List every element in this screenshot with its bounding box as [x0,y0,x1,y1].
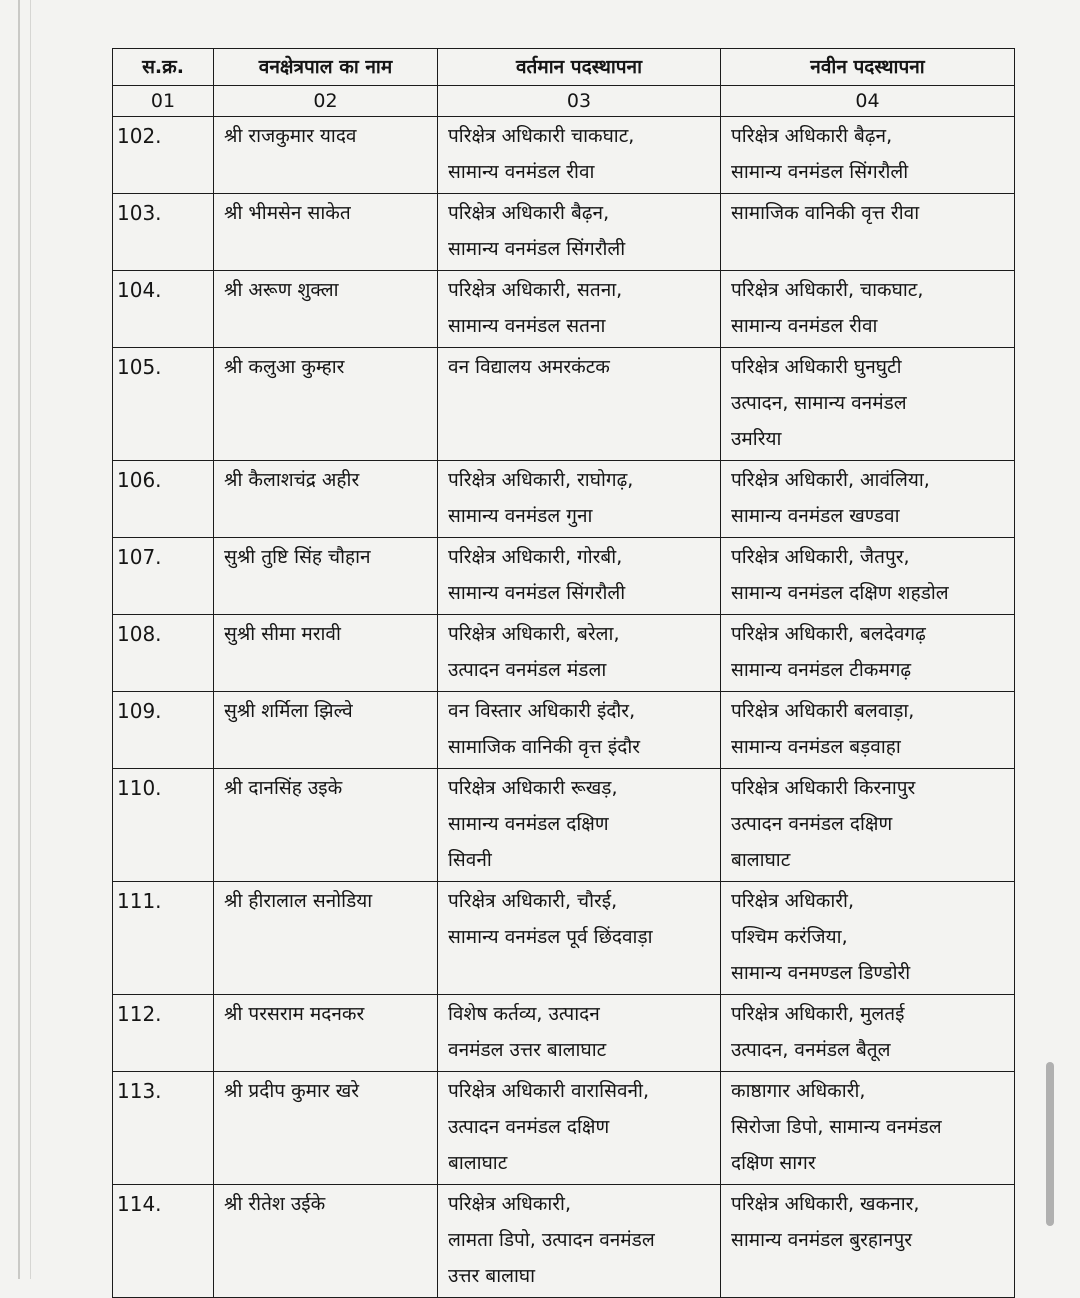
new-posting-cell [721,995,1015,1072]
current-posting-line: परिक्षेत्र अधिकारी चाकघाट, [448,125,635,147]
table-row [113,117,1015,194]
serial-number-cell: 110. [113,769,214,882]
serial-number-cell: 103. [113,194,214,271]
header-name: वनक्षेत्रपाल का नाम [214,49,438,86]
current-posting-cell [438,615,721,692]
new-posting-line: सामान्य वनमण्डल डिण्डोरी [731,962,911,984]
new-posting-line: सामान्य वनमंडल बड़वाहा [731,736,901,758]
current-posting-line: उत्पादन वनमंडल दक्षिण [448,1116,610,1138]
table-row [113,615,1015,692]
current-posting-line: परिक्षेत्र अधिकारी रूखड़, [448,777,618,799]
serial-number-cell: 111. [113,882,214,995]
current-posting-cell [438,538,721,615]
current-posting-line: परिक्षेत्र अधिकारी वारासिवनी, [448,1080,650,1102]
new-posting-line: दक्षिण सागर [731,1152,816,1174]
serial-number-cell: 113. [113,1072,214,1185]
new-posting-line: सामान्य वनमंडल रीवा [731,315,878,337]
new-posting-line: उत्पादन वनमंडल दक्षिण [731,813,893,835]
table-row [113,995,1015,1072]
header-serial: स.क्र. [113,49,214,86]
current-posting-line: सामान्य वनमंडल सिंगरौली [448,582,626,604]
current-posting-cell [438,461,721,538]
table-row [113,882,1015,995]
serial-number-cell: 114. [113,1185,214,1298]
new-posting-line: सामाजिक वानिकी वृत्त रीवा [731,202,920,224]
new-posting-line: बालाघाट [731,849,791,871]
serial-number-cell: 108. [113,615,214,692]
new-posting-line: सामान्य वनमंडल टीकमगढ़ [731,659,912,681]
new-posting-cell [721,117,1015,194]
column-number-1: 01 [113,86,214,117]
current-posting-line: परिक्षेत्र अधिकारी, राघोगढ़, [448,469,634,491]
table-body [113,117,1015,1298]
transfer-table [112,48,1015,1298]
officer-name-cell: श्री अरूण शुक्ला [214,271,438,348]
current-posting-line: सामान्य वनमंडल पूर्व छिंदवाड़ा [448,926,653,948]
current-posting-line: सामाजिक वानिकी वृत्त इंदौर [448,736,641,758]
new-posting-line: परिक्षेत्र अधिकारी, खकनार, [731,1193,920,1215]
new-posting-cell [721,348,1015,461]
current-posting-line: परिक्षेत्र अधिकारी, चौरई, [448,890,618,912]
table-row [113,538,1015,615]
new-posting-line: सामान्य वनमंडल खण्डवा [731,505,900,527]
current-posting-cell [438,348,721,461]
column-number-4: 04 [721,86,1015,117]
table-row [113,461,1015,538]
table-header [113,49,1015,117]
new-posting-line: परिक्षेत्र अधिकारी बैढ़न, [731,125,893,147]
new-posting-line: परिक्षेत्र अधिकारी घुनघुटी [731,356,902,378]
new-posting-cell [721,194,1015,271]
new-posting-line: परिक्षेत्र अधिकारी, [731,890,855,912]
new-posting-line: काष्ठागार अधिकारी, [731,1080,866,1102]
officer-name-cell: श्री हीरालाल सनोडिया [214,882,438,995]
current-posting-line: सामान्य वनमंडल दक्षिण [448,813,609,835]
current-posting-cell [438,117,721,194]
table-row [113,271,1015,348]
current-posting-line: सामान्य वनमंडल सतना [448,315,606,337]
new-posting-line: सामान्य वनमंडल सिंगरौली [731,161,909,183]
current-posting-line: सामान्य वनमंडल सिंगरौली [448,238,626,260]
current-posting-line: उत्तर बालाघा [448,1265,536,1287]
scrollbar-thumb[interactable] [1046,1062,1054,1226]
new-posting-cell [721,271,1015,348]
new-posting-line: परिक्षेत्र अधिकारी, मुलतई [731,1003,905,1025]
new-posting-line: उत्पादन, वनमंडल बैतूल [731,1039,891,1061]
current-posting-line: सामान्य वनमंडल गुना [448,505,593,527]
new-posting-cell [721,882,1015,995]
new-posting-line: परिक्षेत्र अधिकारी, जैतपुर, [731,546,910,568]
current-posting-cell [438,194,721,271]
officer-name-cell: सुश्री शर्मिला झिल्वे [214,692,438,769]
new-posting-cell [721,769,1015,882]
new-posting-line: परिक्षेत्र अधिकारी बलवाड़ा, [731,700,915,722]
current-posting-line: परिक्षेत्र अधिकारी बैढ़न, [448,202,610,224]
current-posting-line: परिक्षेत्र अधिकारी, सतना, [448,279,623,301]
officer-name-cell: श्री परसराम मदनकर [214,995,438,1072]
table-row [113,348,1015,461]
new-posting-line: परिक्षेत्र अधिकारी, चाकघाट, [731,279,924,301]
table-row [113,1072,1015,1185]
officer-name-cell: श्री भीमसेन साकेत [214,194,438,271]
current-posting-cell [438,1072,721,1185]
serial-number-cell: 104. [113,271,214,348]
column-number-row [113,86,1015,117]
current-posting-cell [438,1185,721,1298]
current-posting-line: लामता डिपो, उत्पादन वनमंडल [448,1229,655,1251]
serial-number-cell: 102. [113,117,214,194]
new-posting-line: परिक्षेत्र अधिकारी, आवंलिया, [731,469,930,491]
serial-number-cell: 112. [113,995,214,1072]
new-posting-cell [721,538,1015,615]
current-posting-line: वन विद्यालय अमरकंटक [448,356,610,378]
new-posting-line: परिक्षेत्र अधिकारी किरनापुर [731,777,916,799]
current-posting-cell [438,769,721,882]
current-posting-cell [438,271,721,348]
new-posting-cell [721,615,1015,692]
current-posting-line: सिवनी [448,849,492,871]
current-posting-line: वनमंडल उत्तर बालाघाट [448,1039,607,1061]
new-posting-line: परिक्षेत्र अधिकारी, बलदेवगढ़ [731,623,926,645]
serial-number-cell: 109. [113,692,214,769]
officer-name-cell: श्री कैलाशचंद्र अहीर [214,461,438,538]
new-posting-line: सामान्य वनमंडल बुरहानपुर [731,1229,913,1251]
header-current-posting: वर्तमान पदस्थापना [438,49,721,86]
new-posting-cell [721,461,1015,538]
officer-name-cell: सुश्री सीमा मरावी [214,615,438,692]
table-row [113,769,1015,882]
officer-name-cell: सुश्री तुष्टि सिंह चौहान [214,538,438,615]
table-row [113,1185,1015,1298]
current-posting-line: परिक्षेत्र अधिकारी, बरेला, [448,623,620,645]
header-row [113,49,1015,86]
new-posting-line: उमरिया [731,428,782,450]
serial-number-cell: 105. [113,348,214,461]
current-posting-line: वन विस्तार अधिकारी इंदौर, [448,700,636,722]
current-posting-cell [438,995,721,1072]
current-posting-cell [438,692,721,769]
column-number-3: 03 [438,86,721,117]
serial-number-cell: 106. [113,461,214,538]
page-fold-line [18,0,20,1279]
officer-name-cell: श्री राजकुमार यादव [214,117,438,194]
current-posting-line: परिक्षेत्र अधिकारी, [448,1193,572,1215]
current-posting-line: विशेष कर्तव्य, उत्पादन [448,1003,600,1025]
header-new-posting: नवीन पदस्थापना [721,49,1015,86]
new-posting-line: सिरोजा डिपो, सामान्य वनमंडल [731,1116,942,1138]
transfer-list-sheet [112,48,1014,1298]
current-posting-line: बालाघाट [448,1152,508,1174]
new-posting-line: उत्पादन, सामान्य वनमंडल [731,392,907,414]
current-posting-line: उत्पादन वनमंडल मंडला [448,659,607,681]
current-posting-line: परिक्षेत्र अधिकारी, गोरबी, [448,546,623,568]
new-posting-cell [721,1072,1015,1185]
new-posting-line: सामान्य वनमंडल दक्षिण शहडोल [731,582,949,604]
new-posting-cell [721,692,1015,769]
page-fold-line-inner [30,0,31,1279]
current-posting-cell [438,882,721,995]
officer-name-cell: श्री दानसिंह उइके [214,769,438,882]
table-row [113,194,1015,271]
table-row [113,692,1015,769]
officer-name-cell: श्री रीतेश उईके [214,1185,438,1298]
current-posting-line: सामान्य वनमंडल रीवा [448,161,595,183]
new-posting-cell [721,1185,1015,1298]
new-posting-line: पश्चिम करंजिया, [731,926,848,948]
serial-number-cell: 107. [113,538,214,615]
officer-name-cell: श्री प्रदीप कुमार खरे [214,1072,438,1185]
officer-name-cell: श्री कलुआ कुम्हार [214,348,438,461]
column-number-2: 02 [214,86,438,117]
